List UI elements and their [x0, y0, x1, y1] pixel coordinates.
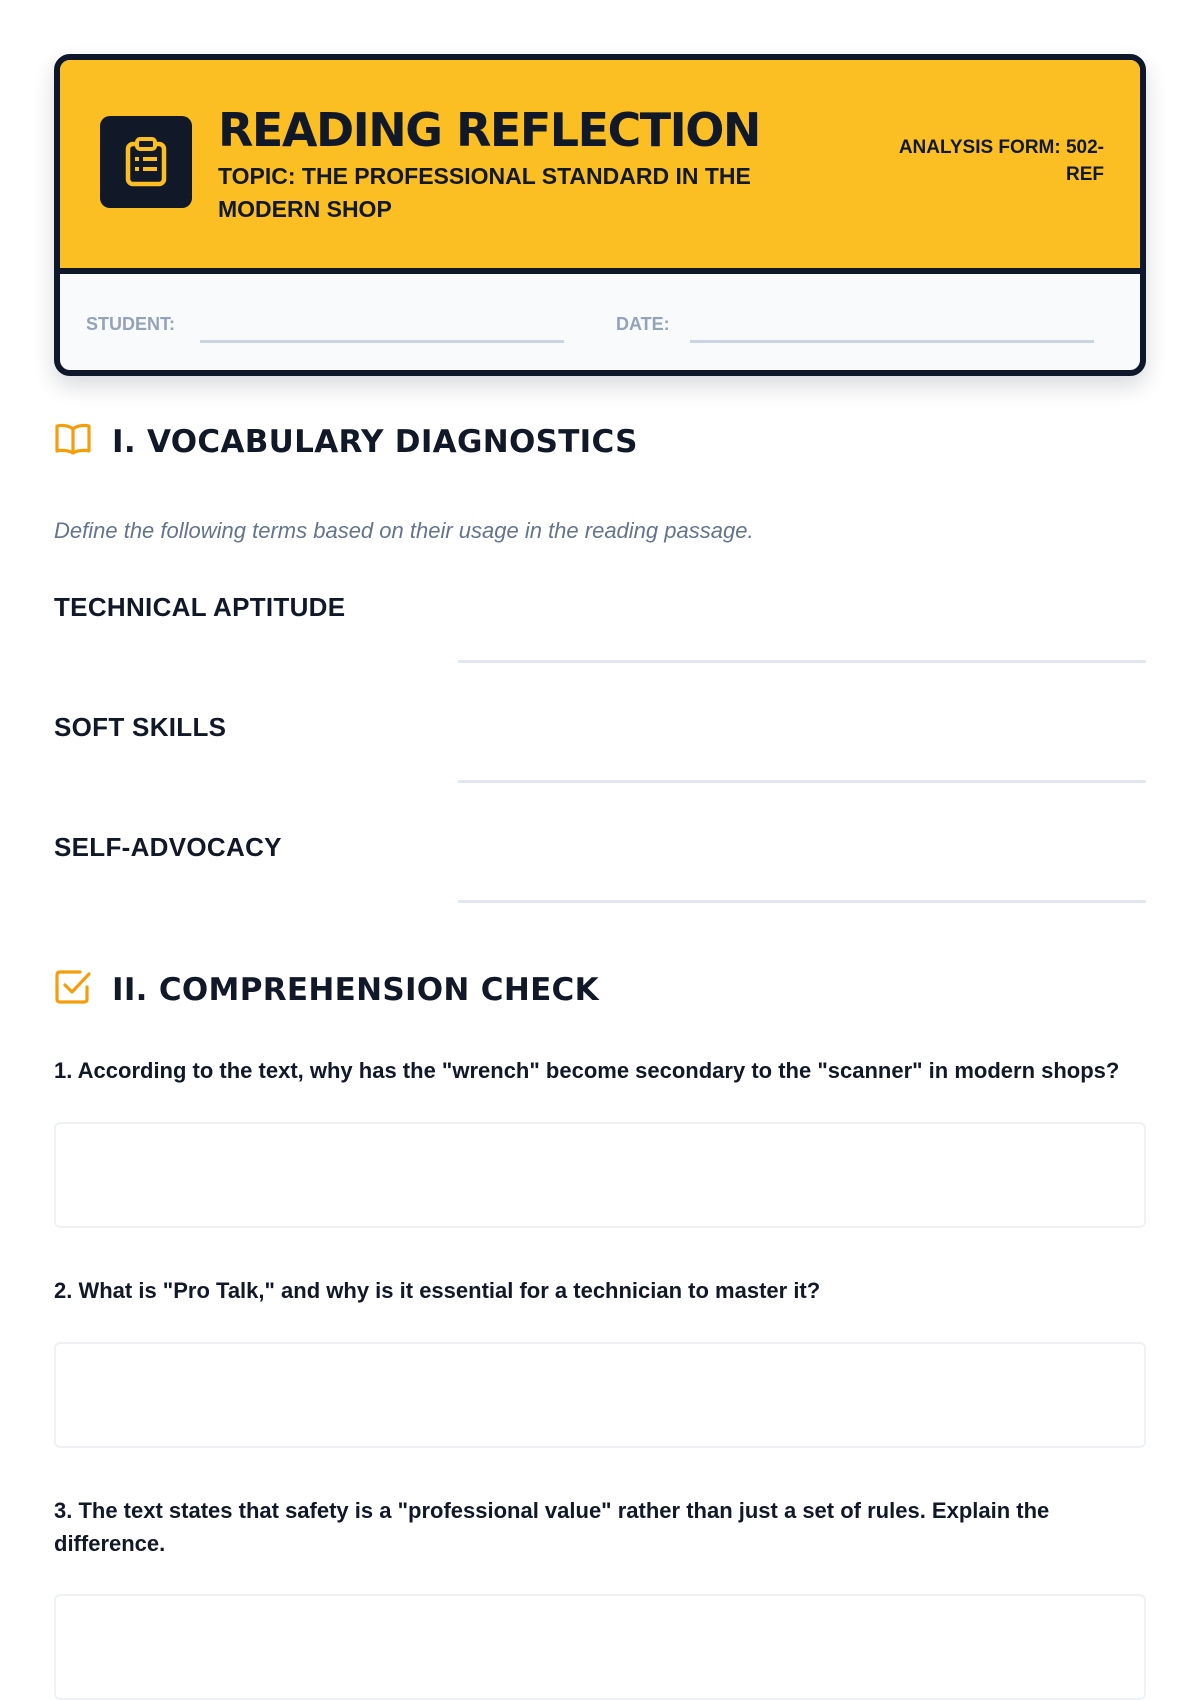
answer-field[interactable]: [54, 1342, 1146, 1448]
comprehension-section-header: [54, 968, 599, 1011]
answer-field[interactable]: [54, 1122, 1146, 1228]
worksheet-page: [54, 54, 1146, 1556]
vocab-row: [54, 712, 1146, 822]
clipboard-icon: [100, 116, 192, 208]
date-label: DATE:: [616, 314, 670, 334]
vocab-row: [54, 832, 1146, 942]
student-info-row: [60, 274, 1140, 370]
student-name-field[interactable]: [200, 340, 564, 343]
question-text: 1. According to the text, why has the "wrench" become secondary to the "scanner" in modern shops?: [54, 1058, 1120, 1083]
vocab-term: SELF-ADVOCACY: [54, 832, 282, 862]
comprehension-heading: II. COMPREHENSION CHECK: [112, 971, 599, 1008]
vocab-definition-field[interactable]: [458, 900, 1146, 903]
vocab-definition-field[interactable]: [458, 660, 1146, 663]
vocabulary-instructions: Define the following terms based on their usage in the reading passage.: [54, 518, 754, 543]
student-label: STUDENT:: [86, 314, 175, 334]
topic-subtitle: TOPIC: THE PROFESSIONAL STANDARD IN THE MODERN SHOP: [218, 163, 751, 222]
form-id-label: ANALYSIS FORM: 502-REF: [898, 137, 1104, 185]
checkbox-icon: [54, 968, 92, 1011]
vocabulary-heading: I. VOCABULARY DIAGNOSTICS: [112, 423, 638, 460]
vocab-definition-field[interactable]: [458, 780, 1146, 783]
question-text: 3. The text states that safety is a "professional value" rather than just a set of rules. Explain the difference.: [54, 1498, 1050, 1556]
question-text: 2. What is "Pro Talk," and why is it essential for a technician to master it?: [54, 1278, 821, 1303]
vocab-term: SOFT SKILLS: [54, 712, 227, 742]
header-card: [54, 54, 1146, 376]
date-field[interactable]: [690, 340, 1094, 343]
vocab-term: TECHNICAL APTITUDE: [54, 592, 346, 622]
header-banner: [60, 60, 1140, 274]
vocabulary-section-header: [54, 422, 638, 461]
answer-field[interactable]: [54, 1594, 1146, 1700]
book-open-icon: [54, 422, 92, 461]
vocab-row: [54, 592, 1146, 702]
page-title: READING REFLECTION: [218, 103, 760, 157]
